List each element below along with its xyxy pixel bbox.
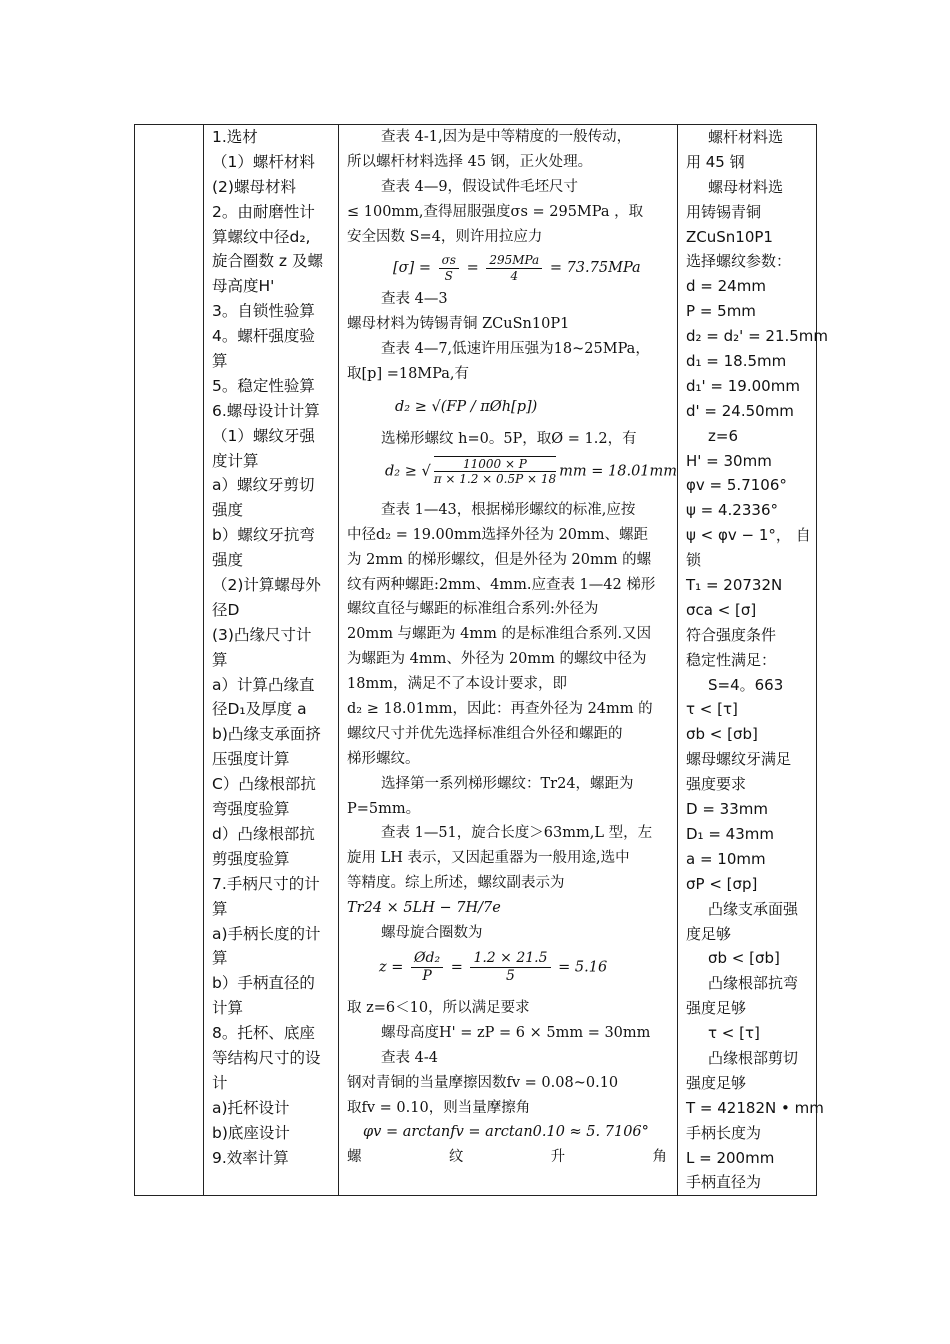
result-line: φv = 5.7106°	[686, 476, 787, 495]
step-line: 母高度H'	[212, 277, 275, 296]
denominator: π × 1.2 × 0.5P × 18	[433, 472, 557, 487]
denominator: 5	[506, 967, 515, 984]
result-line: ZCuSn10P1	[686, 227, 773, 246]
formula-lhs: z =	[379, 959, 404, 976]
calc-line: 等精度。综上所述，螺纹副表示为	[347, 875, 565, 892]
result-line: σca < [σ]	[686, 600, 757, 619]
step-line: 压强度计算	[212, 750, 290, 769]
result-line: τ < [τ]	[708, 1024, 760, 1043]
char: 纹	[448, 1149, 464, 1166]
empty-left-cell	[135, 125, 204, 1196]
calc-line: P=5mm。	[347, 800, 421, 817]
calc-line: d₂ ≥ 18.01mm，因此：再查外径为 24mm 的	[347, 701, 653, 718]
result-line: σb < [σb]	[708, 949, 780, 968]
formula-rhs: = 5.16	[558, 959, 608, 976]
step-line: 1.选材	[212, 128, 258, 146]
step-line: C）凸缘根部抗	[212, 775, 316, 794]
result-column	[678, 125, 829, 1195]
numerator: 295MPa	[486, 253, 542, 268]
step-line: 5。稳定性验算	[212, 376, 315, 395]
thread-designation: Tr24 × 5LH − 7H/7e	[347, 900, 501, 917]
char: 螺	[347, 1149, 362, 1166]
step-line: 6.螺母设计计算	[212, 401, 320, 420]
step-line: (2)螺母材料	[212, 177, 296, 196]
equals: =	[450, 959, 463, 976]
numerator: Ød₂	[411, 950, 443, 968]
result-line: d₁' = 19.00mm	[686, 376, 800, 395]
denominator: S	[444, 268, 453, 283]
formula-lhs: d₂ ≥ √	[385, 463, 431, 480]
step-line: 径D₁及厚度 a	[212, 700, 307, 719]
result-line: 强度足够	[686, 999, 747, 1018]
char: 角	[652, 1149, 667, 1166]
result-line: 手柄直径为	[686, 1173, 762, 1192]
calc-line: 20mm 与螺距为 4mm 的是标准组合系列.又因	[347, 626, 652, 643]
step-line: 算	[212, 352, 228, 371]
calc-line: 查表 4-4	[381, 1049, 438, 1066]
calculation-cell	[339, 125, 678, 1196]
result-line: d₁ = 18.5mm	[686, 352, 787, 371]
result-line: 螺杆材料选	[708, 128, 784, 146]
result-cell	[678, 125, 829, 1196]
numerator: 1.2 × 21.5	[470, 950, 550, 968]
result-line: 符合强度条件	[686, 625, 777, 644]
char: 升	[550, 1149, 566, 1166]
result-line: 度足够	[686, 924, 732, 943]
result-line: 用 45 钢	[686, 152, 745, 171]
result-line: σb < [σb]	[686, 725, 758, 744]
result-line: S=4。663	[708, 675, 784, 694]
calc-line: 所以螺杆材料选择 45 钢，正火处理。	[347, 153, 593, 170]
step-line: 剪强度验算	[212, 849, 290, 868]
result-line: 强度足够	[686, 1073, 747, 1092]
step-line: 计算	[212, 999, 244, 1018]
result-line: z=6	[708, 426, 738, 445]
result-line: 凸缘根部抗弯	[708, 974, 799, 993]
step-line: 3。自锁性验算	[212, 302, 315, 321]
calc-line: 查表 1—43，根据梯形螺纹的标准,应按	[381, 501, 636, 518]
calc-line: 螺母高度H' = zP = 6 × 5mm = 30mm	[381, 1024, 651, 1041]
result-line: D₁ = 43mm	[686, 824, 774, 843]
result-line: τ < [τ]	[686, 700, 738, 719]
result-line: ψ < φv − 1°， 自	[686, 526, 811, 545]
result-line: P = 5mm	[686, 302, 756, 321]
calc-line: 查表 4—3	[381, 291, 448, 308]
calc-line: 查表 4—7,低速许用压强为18~25MPa，	[381, 341, 650, 358]
step-line: a)手柄长度的计	[212, 924, 321, 943]
step-line: 算	[212, 949, 228, 968]
result-line: 螺母螺纹牙满足	[686, 750, 792, 769]
step-line: a）螺纹牙剪切	[212, 476, 315, 495]
calc-line: 中径d₂ = 19.00mm选择外径为 20mm、螺距	[347, 526, 649, 543]
equals: =	[466, 260, 479, 277]
denominator: 4	[510, 268, 519, 283]
friction-angle-formula: φv = arctanfv = arctan0.10 ≈ 5. 7106°	[363, 1124, 649, 1141]
fraction	[486, 253, 542, 283]
step-line: 2。由耐磨性计	[212, 202, 315, 221]
formula-rhs: = 73.75MPa	[549, 260, 641, 277]
formula-lhs: [σ] =	[393, 260, 431, 277]
pitch-diameter-result-formula	[347, 452, 678, 498]
step-line: a)托杯设计	[212, 1098, 290, 1117]
result-line: 用铸锡青铜	[686, 202, 762, 221]
calculation-table	[134, 124, 829, 1196]
result-line: 凸缘根部剪切	[708, 1048, 799, 1067]
step-line: b)底座设计	[212, 1123, 290, 1142]
calc-line: 取[p] =18MPa,有	[347, 366, 470, 383]
step-line: 算	[212, 650, 228, 669]
calc-line: 取 z=6＜10，所以满足要求	[347, 999, 530, 1016]
step-line: b）螺纹牙抗弯	[212, 526, 315, 545]
step-line: 径D	[212, 600, 240, 619]
numerator: σs	[439, 253, 459, 268]
calc-line: 取fv = 0.10，则当量摩擦角	[347, 1099, 531, 1116]
calc-line-justified	[347, 1145, 673, 1170]
step-line: （2)计算螺母外	[212, 576, 321, 595]
step-line: (3)凸缘尺寸计	[212, 625, 312, 644]
result-line: T = 42182N • mm	[686, 1098, 824, 1117]
fraction	[434, 456, 556, 487]
fraction	[411, 950, 443, 985]
step-line: 等结构尺寸的设	[212, 1048, 321, 1067]
step-line: （1）螺纹牙强	[212, 426, 315, 445]
result-line: ψ = 4.2336°	[686, 501, 778, 520]
calc-line: 选梯形螺纹 h=0。5P，取Ø = 1.2，有	[381, 431, 637, 448]
result-line: 手柄长度为	[686, 1123, 762, 1142]
step-line: 强度	[212, 551, 244, 570]
step-line: b）手柄直径的	[212, 974, 315, 993]
calc-line: 查表 4—9，假设试件毛坯尺寸	[381, 178, 579, 195]
fraction	[439, 253, 459, 283]
calc-line: 梯形螺纹。	[347, 750, 420, 767]
result-line: d = 24mm	[686, 277, 766, 296]
result-line: H' = 30mm	[686, 451, 772, 470]
calc-line: 选择第一系列梯形螺纹：Tr24，螺距为	[381, 775, 634, 792]
step-line: 算螺纹中径d₂,	[212, 227, 311, 246]
pitch-diameter-formula: d₂ ≥ √(FP / πØh[p])	[395, 399, 538, 416]
step-line: 旋合圈数 z 及螺	[212, 252, 323, 271]
calc-line: 为螺距为 4mm、外径为 20mm 的螺纹中径为	[347, 651, 647, 668]
denominator: P	[422, 967, 432, 984]
result-line: 选择螺纹参数：	[686, 252, 792, 271]
step-line: 强度	[212, 501, 244, 520]
result-line: D = 33mm	[686, 800, 768, 819]
result-line: a = 10mm	[686, 849, 766, 868]
result-line: 凸缘支承面强	[708, 899, 799, 918]
calc-line: 查表 1—51，旋合长度＞63mm,L 型，左	[381, 825, 653, 842]
result-line: d₂ = d₂' = 21.5mm	[686, 327, 829, 346]
step-line: 弯强度验算	[212, 800, 290, 819]
calc-line: ≤ 100mm,查得屈服强度σs = 295MPa ，取	[347, 203, 644, 220]
result-line: σP < [σp]	[686, 874, 758, 893]
step-line: 9.效率计算	[212, 1148, 289, 1167]
steps-cell	[204, 125, 339, 1196]
result-line: 螺母材料选	[708, 177, 784, 196]
step-line: 算	[212, 899, 228, 918]
calc-line: 螺母材料为铸锡青铜 ZCuSn10P1	[347, 316, 570, 333]
fraction	[470, 950, 550, 985]
calc-line: 旋用 LH 表示，又因起重器为一般用途,选中	[347, 850, 630, 867]
calc-line: 安全因数 S=4，则许用拉应力	[347, 228, 543, 245]
step-line: 度计算	[212, 451, 259, 470]
calc-line: 查表 4-1,因为是中等精度的一般传动，	[381, 129, 632, 145]
steps-column	[204, 125, 338, 1170]
result-line: 锁	[686, 551, 702, 570]
calc-line: 螺母旋合圈数为	[381, 925, 483, 942]
calc-line: 纹有两种螺距:2mm、4mm.应查表 1—42 梯形	[347, 576, 656, 593]
result-line: 强度要求	[686, 775, 747, 794]
calculation-column	[339, 125, 677, 1170]
step-line: 计	[212, 1073, 228, 1092]
step-line: d）凸缘根部抗	[212, 824, 315, 843]
allowable-stress-formula	[347, 249, 673, 287]
step-line: 8。托杯、底座	[212, 1024, 315, 1043]
step-line: 4。螺杆强度验	[212, 327, 315, 346]
calc-line: 螺纹直径与螺距的标准组合系列:外径为	[347, 601, 599, 618]
calc-line: 螺纹尺寸并优先选择标准组合外径和螺距的	[347, 725, 623, 742]
calc-line: 为 2mm 的梯形螺纹，但是外径为 20mm 的螺	[347, 551, 652, 568]
step-line: 7.手柄尺寸的计	[212, 874, 320, 893]
result-line: d' = 24.50mm	[686, 401, 794, 420]
result-line: L = 200mm	[686, 1148, 775, 1167]
calc-line: 18mm，满足不了本设计要求，即	[347, 676, 567, 693]
formula-rhs: mm = 18.01mm	[559, 463, 678, 480]
result-line: 稳定性满足：	[686, 650, 777, 669]
calc-line: 钢对青铜的当量摩擦因数fv = 0.08~0.10	[347, 1074, 619, 1091]
numerator: 11000 × P	[434, 457, 556, 472]
table-row	[135, 125, 817, 1196]
step-line: （1）螺杆材料	[212, 152, 315, 171]
result-line: T₁ = 20732N	[686, 576, 783, 595]
step-line: b)凸缘支承面挤	[212, 725, 321, 744]
turns-formula	[347, 946, 673, 996]
step-line: a）计算凸缘直	[212, 675, 315, 694]
